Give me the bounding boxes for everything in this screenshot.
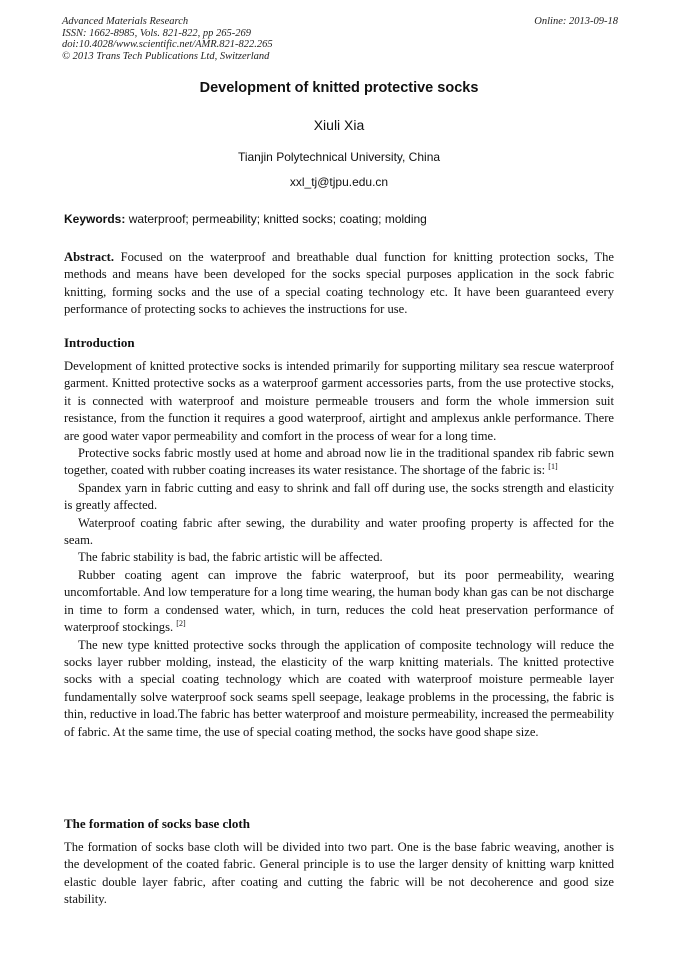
paragraph: Waterproof coating fabric after sewing, the durability and water proofing property is affected for the seam. [64,515,614,548]
section-heading-introduction: Introduction [64,335,135,350]
abstract-text: Focused on the waterproof and breathable dual function for knitting protection socks, The methods and means have been developed for the socks special purposes application in the sock fabric knitting, forming socks and the use of a special coating technology etc. It have been guaranteed every performance of protecting socks to achieves the instructions for use. [64,250,614,317]
abstract [64,249,614,319]
author-email: xxl_tj@tjpu.edu.cn [289,175,389,189]
journal-header [62,16,618,62]
keywords [64,212,618,226]
paper-title: Development of knitted protective socks [199,80,479,96]
keywords-text: waterproof; permeability; knitted socks; coating; molding [128,212,427,226]
keywords-label: Keywords: [64,212,126,226]
paragraph: Development of knitted protective socks is intended primarily for supporting military sea rescue waterproof garment. Knitted protective socks as a waterproof garment accessories parts, from the use protective stocks, it is connected with waterproof and moisture permeable trousers and form the whole immersion suit resistance, from the function it requires a good waterproof, airtight and amplexus ankle performance. There are good water vapor permeability and comfort in the process of wear for a long time. [64,359,614,443]
paragraph: Spandex yarn in fabric cutting and easy to shrink and fall off during use, the socks strength and elasticity is greatly affected. [64,480,614,513]
citation-ref: [1] [548,462,558,472]
paragraph: Rubber coating agent can improve the fabric waterproof, but its poor permeability, wearing uncomfortable. And low temperature for a long time wearing, the human body khan gas can be not discharge in time to form a condensed water, which, in turn, reduces the cold heat preservation performance of waterproof stockings. [2] [64,567,614,635]
author-name: Xiuli Xia [313,117,365,133]
journal-copyright: © 2013 Trans Tech Publications Ltd, Switzerland [62,50,270,62]
citation-ref: [2] [176,619,186,629]
paragraph: The new type knitted protective socks through the application of composite technology will reduce the socks layer rubber molding, instead, the elasticity of the warp knitting materials. The knitted protective socks with a special coating technology which are coated with waterproof moisture permeable layer fundamentally solve waterproof sock seams spell seepage, leakage problems in the processing, the fabric is thin, reductive in load.The fabric has better waterproof and moisture permeability, increased the permeability of fabric. At the same time, the use of special coating method, the socks have good shape size. [64,637,614,739]
paragraph: Protective socks fabric mostly used at home and abroad now lie in the traditional spandex rib fabric sewn together, coated with rubber coating increases its water resistance. The shortage of the fabric is: [1] [64,446,614,478]
section-heading-formation: The formation of socks base cloth [64,816,250,831]
journal-name: Advanced Materials Research [62,16,189,27]
abstract-label: Abstract. [64,250,115,264]
author-affiliation: Tianjin Polytechnical University, China [237,150,441,164]
journal-issn: ISSN: 1662-8985, Vols. 821-822, pp 265-269 [62,27,251,39]
journal-doi: doi:10.4028/www.scientific.net/AMR.821-822.265 [62,39,273,51]
section-introduction [64,358,614,741]
paragraph: The fabric stability is bad, the fabric artistic will be affected. [78,550,383,565]
section-formation [64,839,614,909]
paragraph: The formation of socks base cloth will be divided into two part. One is the base fabric weaving, another is the development of the coated fabric. General principle is to use the larger density of knitting warp knitted elastic double layer fabric, after coating and cutting the fabric will be not decoherence and good size stability. [64,840,614,907]
online-date: Online: 2013-09-18 [534,16,618,27]
